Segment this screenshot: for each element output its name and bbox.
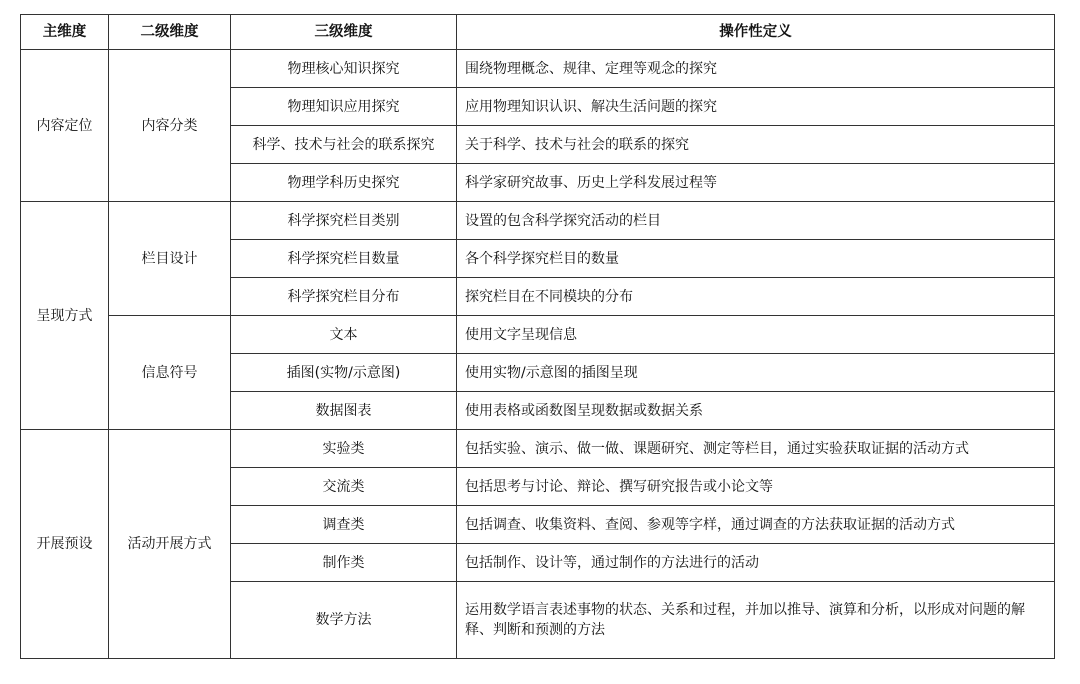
second-dimension-cell: 内容分类 [109,50,231,202]
third-dimension-cell: 科学探究栏目数量 [231,240,457,278]
definition-cell: 各个科学探究栏目的数量 [457,240,1055,278]
definition-cell: 探究栏目在不同模块的分布 [457,278,1055,316]
third-dimension-cell: 物理学科历史探究 [231,164,457,202]
dimension-table [20,14,1055,659]
definition-cell: 使用文字呈现信息 [457,316,1055,354]
third-dimension-cell: 数据图表 [231,392,457,430]
main-dimension-cell: 内容定位 [21,50,109,202]
definition-cell: 包括思考与讨论、辩论、撰写研究报告或小论文等 [457,468,1055,506]
definition-cell: 包括实验、演示、做一做、课题研究、测定等栏目，通过实验获取证据的活动方式 [457,430,1055,468]
third-dimension-cell: 制作类 [231,544,457,582]
definition-cell: 科学家研究故事、历史上学科发展过程等 [457,164,1055,202]
header-second-dimension: 二级维度 [109,15,231,50]
second-dimension-cell: 栏目设计 [109,202,231,316]
main-dimension-cell: 呈现方式 [21,202,109,430]
table-row [21,430,1055,468]
definition-cell: 关于科学、技术与社会的联系的探究 [457,126,1055,164]
third-dimension-cell: 文本 [231,316,457,354]
table-row [21,316,1055,354]
header-main-dimension: 主维度 [21,15,109,50]
definition-cell: 包括调查、收集资料、查阅、参观等字样，通过调查的方法获取证据的活动方式 [457,506,1055,544]
second-dimension-cell: 活动开展方式 [109,430,231,659]
definition-cell: 使用表格或函数图呈现数据或数据关系 [457,392,1055,430]
third-dimension-cell: 物理知识应用探究 [231,88,457,126]
definition-cell: 运用数学语言表述事物的状态、关系和过程，并加以推导、演算和分析，以形成对问题的解释、判断和预测的方法 [457,582,1055,659]
definition-cell: 包括制作、设计等，通过制作的方法进行的活动 [457,544,1055,582]
third-dimension-cell: 数学方法 [231,582,457,659]
third-dimension-cell: 插图(实物/示意图) [231,354,457,392]
third-dimension-cell: 实验类 [231,430,457,468]
table-row [21,202,1055,240]
header-row [21,15,1055,50]
definition-cell: 应用物理知识认识、解决生活问题的探究 [457,88,1055,126]
third-dimension-cell: 交流类 [231,468,457,506]
header-operational-definition: 操作性定义 [457,15,1055,50]
definition-cell: 设置的包含科学探究活动的栏目 [457,202,1055,240]
third-dimension-cell: 调查类 [231,506,457,544]
third-dimension-cell: 科学探究栏目分布 [231,278,457,316]
definition-cell: 使用实物/示意图的插图呈现 [457,354,1055,392]
definition-cell: 围绕物理概念、规律、定理等观念的探究 [457,50,1055,88]
third-dimension-cell: 物理核心知识探究 [231,50,457,88]
main-dimension-cell: 开展预设 [21,430,109,659]
third-dimension-cell: 科学、技术与社会的联系探究 [231,126,457,164]
third-dimension-cell: 科学探究栏目类别 [231,202,457,240]
second-dimension-cell: 信息符号 [109,316,231,430]
table-row [21,50,1055,88]
header-third-dimension: 三级维度 [231,15,457,50]
